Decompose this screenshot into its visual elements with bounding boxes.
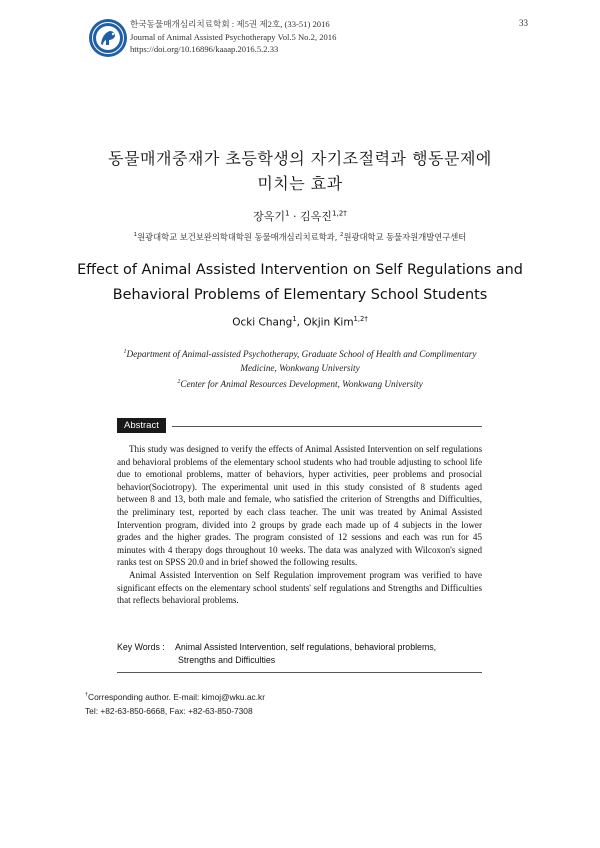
- affiliation-line: [60, 345, 540, 361]
- abstract-label: Abstract: [117, 418, 166, 433]
- title-english-line1: Effect of Animal Assisted Intervention on Self Regulations and: [77, 262, 523, 278]
- journal-header: [88, 12, 528, 102]
- affiliation-superscript: 2: [177, 379, 181, 386]
- affiliation-superscript: 1: [133, 232, 138, 239]
- affiliation-text: Department of Animal-assisted Psychotherapy, Graduate School of Health and Complimentary: [126, 349, 477, 360]
- keywords-text: Animal Assisted Intervention, self regulations, behavioral problems,: [175, 642, 437, 652]
- author-name: Okjin Kim: [303, 316, 354, 329]
- affiliations-korean: [40, 231, 560, 243]
- author-name: Ocki Chang: [232, 316, 293, 329]
- doi-link[interactable]: https://doi.org/10.16896/kaaap.2016.5.2.33: [130, 44, 279, 54]
- affiliation-text: 원광대학교 보건보완의학대학원 동물매개심리치료학과,: [137, 232, 341, 242]
- author-superscript: 1,2†: [353, 315, 368, 323]
- author-superscript: 1,2†: [331, 208, 347, 218]
- footnote-mark: †: [85, 692, 89, 698]
- abstract-paragraph: Animal Assisted Intervention on Self Regulation improvement program was verified to have significant effects on the elementary school students' self regulations and Strengths and Difficulties that reflects behavioral problems.: [117, 569, 482, 606]
- journal-citation: [130, 18, 336, 56]
- author-superscript: 1: [292, 315, 297, 323]
- journal-citation-ko: 한국동물매개심리치료학회 : 제5권 제2호, (33-51) 2016: [130, 19, 330, 29]
- abstract-rule: [172, 426, 482, 427]
- keywords-text: Strengths and Difficulties: [178, 654, 276, 665]
- page-number: 33: [519, 18, 528, 28]
- authors-english: [60, 315, 540, 329]
- authors-korean: [60, 208, 540, 224]
- affiliation-superscript: 2: [340, 232, 344, 239]
- author-separator: ·: [289, 210, 301, 223]
- affiliations-english: [60, 345, 540, 391]
- corresponding-author-footnote: [85, 688, 265, 718]
- affiliation-superscript: 1: [123, 349, 127, 355]
- affiliation-text: 원광대학교 동물자원개발연구센터: [343, 232, 467, 242]
- abstract-heading: [117, 418, 482, 434]
- title-korean-line2: 미치는 효과: [257, 174, 343, 193]
- affiliation-text: Center for Animal Resources Development, Wonkwang University: [180, 379, 423, 390]
- footnote-phone: Tel: +82-63-850-6668, Fax: +82-63-850-7308: [85, 705, 253, 716]
- author-separator: ,: [296, 316, 304, 329]
- keywords-rule: [117, 672, 482, 673]
- abstract-body: [117, 443, 482, 607]
- keywords: [117, 641, 482, 666]
- affiliation-line: [60, 375, 540, 391]
- author-name: 장옥기: [253, 210, 285, 223]
- title-english: [60, 258, 540, 308]
- affiliation-line: Medicine, Wonkwang University: [240, 363, 360, 374]
- journal-logo-icon: [88, 18, 128, 58]
- title-korean-line1: 동물매개중재가 초등학생의 자기조절력과 행동문제에: [108, 149, 492, 168]
- journal-citation-en: Journal of Animal Assisted Psychotherapy Vol.5 No.2, 2016: [130, 31, 337, 42]
- keywords-label: Key Words :: [117, 642, 165, 652]
- footnote-email: Corresponding author. E-mail: kimoj@wku.ac.kr: [88, 691, 266, 702]
- author-superscript: 1: [285, 208, 290, 218]
- title-english-line2: Behavioral Problems of Elementary School Students: [112, 287, 488, 303]
- author-name: 김옥진: [300, 210, 332, 223]
- title-korean: [60, 146, 540, 196]
- abstract-paragraph: This study was designed to verify the effects of Animal Assisted Intervention on self regulations and behavioral problems of the elementary school students who had trouble adjusting to school life due to emotional problems, matter of behaviors, hyper activities, peer problems and prosocial behavior(Sociotropy). The experimental unit used in this study consisted of 8 students aged between 8 and 13, both male and female, who satisfied the criterion of Strengths and Difficulties, the preliminary test, reported by each class teacher. The unit was treated by Animal Assisted Intervention program, divided into 2 groups by grade each made up of 4 subjects in the lower grades and the higher grades. The program consisted of 12 sessions and each was run for 45 minutes with 4 therapy dogs throughout 10 weeks. The data was analyzed with Wilcoxon's signed ranks test on SPSS 20.0 and in brief showed the following results.: [117, 444, 482, 568]
